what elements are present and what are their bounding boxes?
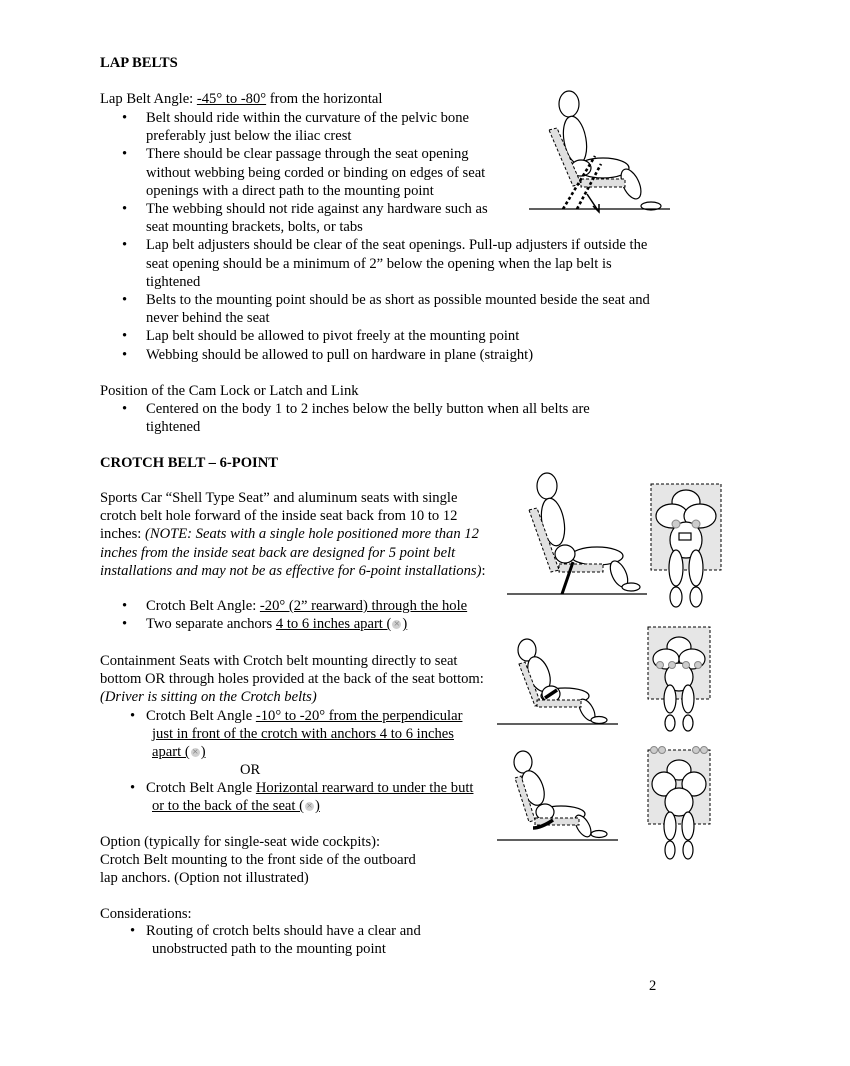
sports-car-bullets: [100, 597, 520, 633]
list-item: • Two separate anchors 4 to 6 inches apart (× ): [100, 615, 520, 633]
lap-belt-diagram: [525, 88, 675, 214]
anchor-icon: [191, 748, 200, 757]
containment-seat-side-diagram-2: [495, 748, 620, 844]
lap-belt-angle: Lap Belt Angle: -45° to -80° from the horizontal: [100, 91, 383, 107]
containment-seat-top-diagram-1: [646, 625, 726, 735]
list-item: • There should be clear passage through the seat opening without webbing being corded or binding on edges of seat openings with a direct path to the mounting point: [100, 145, 491, 200]
considerations-bullet: • Routing of crotch belts should have a clear and unobstructed path to the mounting point: [130, 923, 421, 958]
list-item: • Lap belt adjusters should be clear of the seat openings. Pull-up adjusters if outside the seat opening should be a minimum of 2” below the opening when the lap belt is tightened: [100, 236, 666, 291]
option-line-3: lap anchors. (Option not illustrated): [100, 870, 309, 886]
list-item: • The webbing should not ride against any hardware such as seat mounting brackets, bolts, or tabs: [100, 200, 491, 236]
anchor-icon: [305, 802, 314, 811]
or-label: OR: [240, 762, 261, 778]
containment-seat-side-diagram-1: [495, 636, 620, 728]
considerations-label: Considerations:: [100, 906, 192, 922]
containment-seat-top-diagram-2: [646, 744, 726, 864]
sports-seat-side-diagram: [505, 470, 650, 600]
crotch-belt-heading: CROTCH BELT – 6-POINT: [100, 455, 279, 471]
anchor-icon: [392, 620, 401, 629]
containment-paragraph: Containment Seats with Crotch belt mounting directly to seat bottom OR through holes provided at the back of the seat bottom: (Driver is sitting on the Crotch belts): [100, 653, 484, 706]
list-item: • Centered on the body 1 to 2 inches below the belly button when all belts are tightened: [100, 400, 640, 436]
sports-car-paragraph: Sports Car “Shell Type Seat” and aluminum seats with single crotch belt hole forward of the inside seat back from 10 to 12 inches: (NOTE: Seats with a single hole positioned more than 12 inches from the inside seat back are designed for 5 point belt installations and may not be as effective for 6-point installations):: [100, 490, 486, 579]
list-item: • Belts to the mounting point should be as short as possible mounted beside the seat and never behind the seat: [100, 291, 666, 327]
containment-bullet-1: • Crotch Belt Angle -10° to -20° from the perpendicular just in front of the crotch with anchors 4 to 6 inches apart (× ): [100, 707, 520, 762]
option-line-2: Crotch Belt mounting to the front side of the outboard: [100, 852, 416, 868]
page-number: 2: [649, 978, 657, 994]
option-line-1: Option (typically for single-seat wide cockpits):: [100, 834, 381, 850]
cam-lock-intro: Position of the Cam Lock or Latch and Link: [100, 383, 359, 399]
list-item: • Belt should ride within the curvature of the pelvic bone preferably just below the iliac crest: [100, 109, 491, 145]
list-item: • Lap belt should be allowed to pivot freely at the mounting point: [100, 327, 670, 345]
containment-bullet-2: • Crotch Belt Angle Horizontal rearward to under the butt or to the back of the seat (× ): [100, 779, 520, 815]
list-item: • Webbing should be allowed to pull on hardware in plane (straight): [100, 346, 670, 364]
lap-belts-heading: LAP BELTS: [100, 55, 178, 71]
list-item: • Crotch Belt Angle: -20° (2” rearward) through the hole: [100, 597, 520, 615]
sports-seat-top-diagram: [646, 480, 726, 610]
cam-lock-bullets: [100, 400, 640, 436]
